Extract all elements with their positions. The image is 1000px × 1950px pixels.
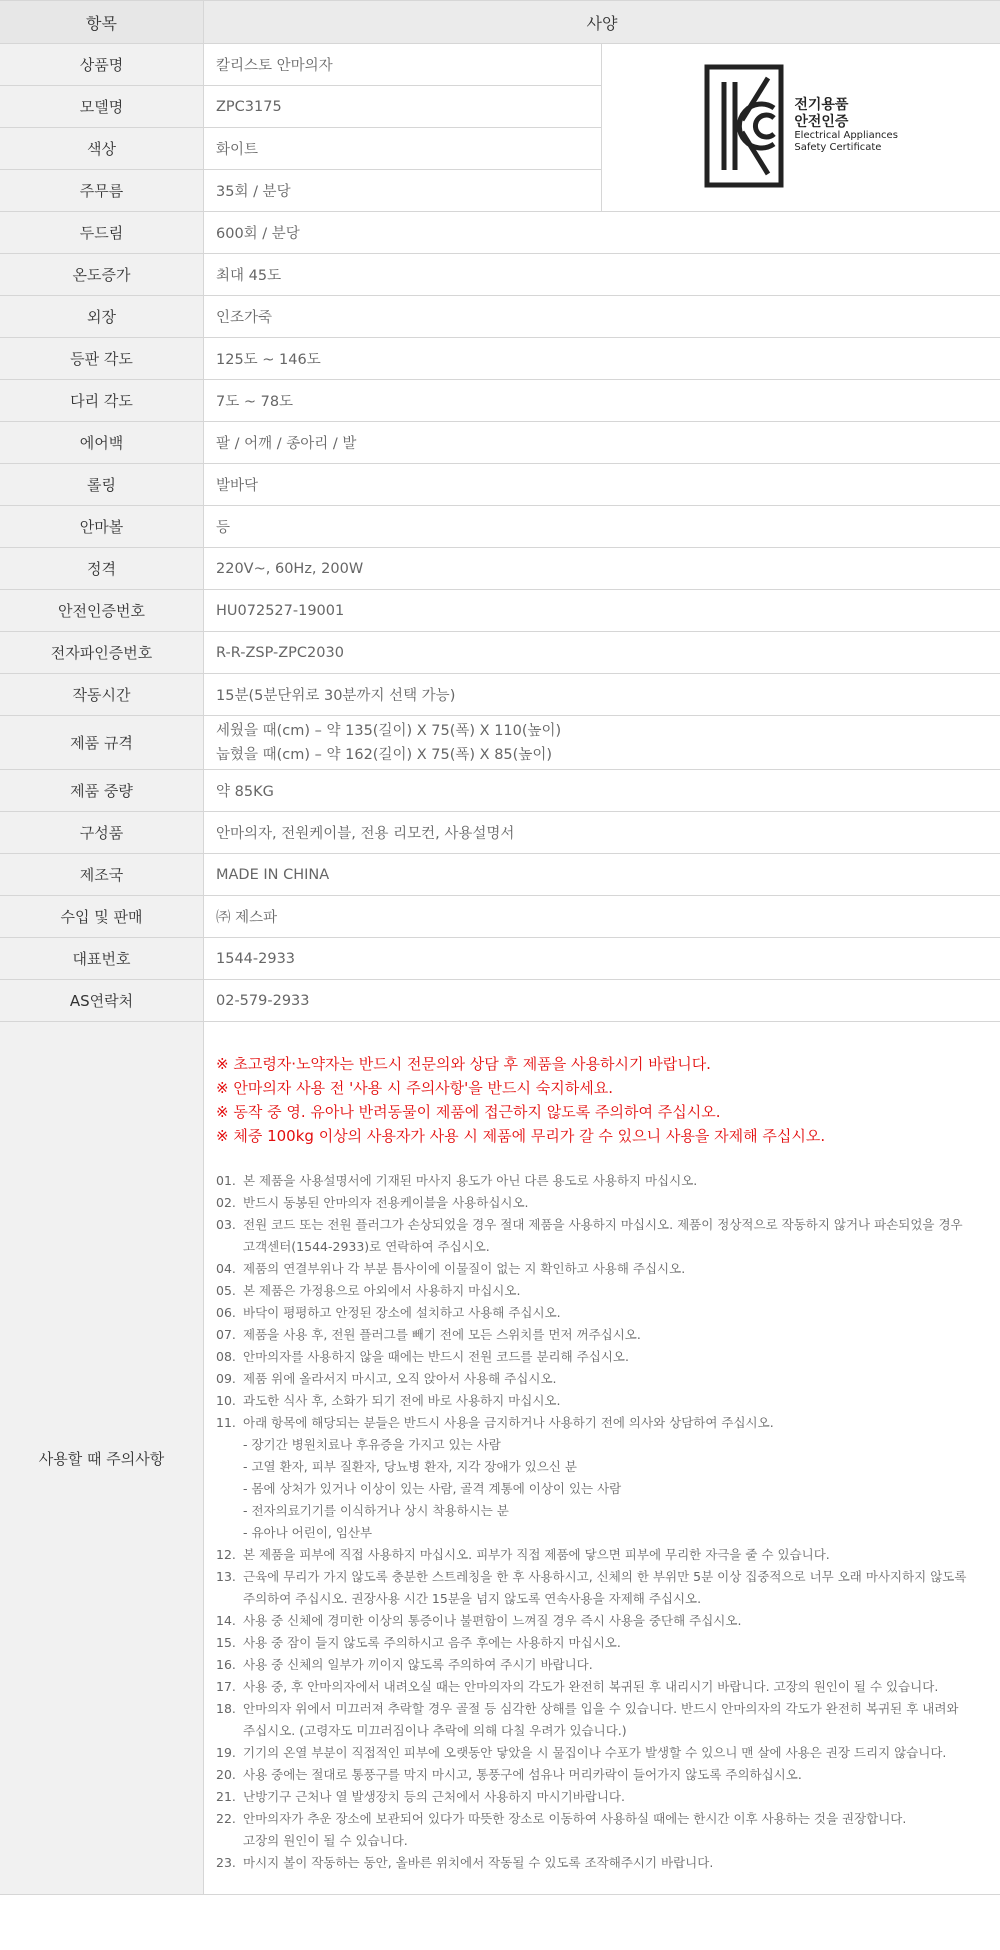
kc-mark xyxy=(704,64,898,188)
row-value: ㈜ 제스파 xyxy=(204,896,1000,938)
caution-subitem xyxy=(216,1434,1000,1456)
item-text-main: 기기의 온열 부분이 직접적인 피부에 오랫동안 닿았을 시 물집이나 수포가 발생할 수 있으니 맨 살에 사용은 권장 드리지 않습니다. xyxy=(243,1745,947,1760)
row-label: 에어백 xyxy=(0,422,204,464)
caution-item xyxy=(216,1610,1000,1632)
item-text xyxy=(243,1214,1000,1258)
caution-item xyxy=(216,1786,1000,1808)
size-standing: 세웠을 때(cm) – 약 135(길이) X 75(폭) X 110(높이) xyxy=(216,722,562,739)
size-reclined: 눕혔을 때(cm) – 약 162(길이) X 75(폭) X 85(높이) xyxy=(216,746,552,763)
item-number: 08. xyxy=(216,1349,236,1364)
item-text-main: 제품을 사용 후, 전원 플러그를 빼기 전에 모든 스위치를 먼저 꺼주십시오. xyxy=(243,1327,641,1342)
item-text xyxy=(243,1808,1000,1852)
item-text-main: 근육에 무리가 가지 않도록 충분한 스트레칭을 한 후 사용하시고, 신체의 한 부위만 5분 이상 집중적으로 너무 오래 마사지하지 않도록 xyxy=(243,1569,967,1584)
table-row xyxy=(0,854,1000,896)
item-number: 06. xyxy=(216,1305,236,1320)
item-number: 17. xyxy=(216,1679,236,1694)
item-text xyxy=(243,1302,1000,1324)
caution-item xyxy=(216,1764,1000,1786)
item-text-continued: 주십시오. (고령자도 미끄러짐이나 추락에 의해 다칠 우려가 있습니다.) xyxy=(243,1723,627,1738)
item-number: 01. xyxy=(216,1173,236,1188)
row-value: 1544-2933 xyxy=(204,938,1000,980)
item-text-main: - 장기간 병원치료나 후유증을 가지고 있는 사람 xyxy=(243,1437,501,1452)
table-row xyxy=(0,770,1000,812)
item-number: 12. xyxy=(216,1547,236,1562)
row-label: 대표번호 xyxy=(0,938,204,980)
row-value: MADE IN CHINA xyxy=(204,854,1000,896)
item-text-main: 전원 코드 또는 전원 플러그가 손상되었을 경우 절대 제품을 사용하지 마십시오. 제품이 정상적으로 작동하지 않거나 파손되었을 경우 xyxy=(243,1217,963,1232)
item-text xyxy=(243,1368,1000,1390)
caution-row xyxy=(0,1022,1000,1895)
kc-ko-line2: 안전인증 xyxy=(794,113,849,130)
row-value: 02-579-2933 xyxy=(204,980,1000,1022)
caution-item xyxy=(216,1632,1000,1654)
row-label: 상품명 xyxy=(0,44,204,86)
row-value: 칼리스토 안마의자 xyxy=(204,44,602,86)
caution-item xyxy=(216,1368,1000,1390)
item-text-main: 본 제품을 사용설명서에 기재된 마사지 용도가 아닌 다른 용도로 사용하지 마십시오. xyxy=(243,1173,698,1188)
kc-certification xyxy=(602,44,1000,212)
row-value: 인조가죽 xyxy=(204,296,1000,338)
table-row xyxy=(0,980,1000,1022)
row-label: 외장 xyxy=(0,296,204,338)
warning-text: ※ 체중 100kg 이상의 사용자가 사용 시 제품에 무리가 갈 수 있으니 사용을 자제해 주십시오. xyxy=(216,1127,826,1145)
caution-notes xyxy=(216,1170,1000,1874)
table-row xyxy=(0,716,1000,770)
row-label: 롤링 xyxy=(0,464,204,506)
item-text xyxy=(243,1390,1000,1412)
item-number: 23. xyxy=(216,1855,236,1870)
item-text xyxy=(243,1258,1000,1280)
item-text-main: 안마의자를 사용하지 않을 때에는 반드시 전원 코드를 분리해 주십시오. xyxy=(243,1349,629,1364)
item-number: 13. xyxy=(216,1569,236,1584)
item-text-main: 본 제품은 가정용으로 아외에서 사용하지 마십시오. xyxy=(243,1283,521,1298)
item-text xyxy=(216,1478,1000,1500)
table-row xyxy=(0,896,1000,938)
table-row xyxy=(0,938,1000,980)
item-text-main: 제품의 연결부위나 각 부분 틈사이에 이물질이 없는 지 확인하고 사용해 주십시오. xyxy=(243,1261,686,1276)
row-label: 등판 각도 xyxy=(0,338,204,380)
kc-en-line1: Electrical Appliances xyxy=(794,130,898,142)
row-value: 등 xyxy=(204,506,1000,548)
row-label: 제품 규격 xyxy=(0,716,204,770)
caution-item xyxy=(216,1258,1000,1280)
caution-subitem xyxy=(216,1500,1000,1522)
warning-text: ※ 동작 중 영. 유아나 반려동물이 제품에 접근하지 않도록 주의하여 주십시오. xyxy=(216,1103,721,1121)
row-value: ZPC3175 xyxy=(204,86,602,128)
item-number: 22. xyxy=(216,1811,236,1826)
kc-en-line2: Safety Certificate xyxy=(794,142,882,154)
row-label: 다리 각도 xyxy=(0,380,204,422)
header-item: 항목 xyxy=(0,1,204,44)
caution-item xyxy=(216,1676,1000,1698)
table-row xyxy=(0,632,1000,674)
caution-item xyxy=(216,1808,1000,1852)
row-value: 125도 ~ 146도 xyxy=(204,338,1000,380)
row-value: 화이트 xyxy=(204,128,602,170)
item-text-main: 과도한 식사 후, 소화가 되기 전에 바로 사용하지 마십시오. xyxy=(243,1393,561,1408)
caution-item xyxy=(216,1698,1000,1742)
item-number: 21. xyxy=(216,1789,236,1804)
item-text-main: - 전자의료기기를 이식하거나 상시 착용하시는 분 xyxy=(243,1503,509,1518)
row-label: 주무름 xyxy=(0,170,204,212)
item-text xyxy=(243,1676,1000,1698)
item-number: 18. xyxy=(216,1701,236,1716)
row-label: 정격 xyxy=(0,548,204,590)
row-value: 발바닥 xyxy=(204,464,1000,506)
item-text-main: 반드시 동봉된 안마의자 전용케이블을 사용하십시오. xyxy=(243,1195,529,1210)
item-text-main: 사용 중 신체의 일부가 끼이지 않도록 주의하여 주시기 바랍니다. xyxy=(243,1657,593,1672)
item-number: 11. xyxy=(216,1415,236,1430)
row-value: 600회 / 분당 xyxy=(204,212,1000,254)
row-value: 35회 / 분당 xyxy=(204,170,602,212)
row-label: 제조국 xyxy=(0,854,204,896)
item-text xyxy=(216,1456,1000,1478)
row-label: 온도증가 xyxy=(0,254,204,296)
item-text xyxy=(243,1852,1000,1874)
caution-item xyxy=(216,1280,1000,1302)
table-row xyxy=(0,254,1000,296)
caution-item xyxy=(216,1566,1000,1610)
row-label: 전자파인증번호 xyxy=(0,632,204,674)
table-row xyxy=(0,548,1000,590)
table-row xyxy=(0,422,1000,464)
item-text xyxy=(243,1764,1000,1786)
row-value: 안마의자, 전원케이블, 전용 리모컨, 사용설명서 xyxy=(204,812,1000,854)
table-row xyxy=(0,296,1000,338)
item-text-continued: 주의하여 주십시오. 권장사용 시간 15분을 넘지 않도록 연속사용을 자제해 주십시오. xyxy=(243,1591,702,1606)
table-row xyxy=(0,812,1000,854)
item-number: 07. xyxy=(216,1327,236,1342)
table-row xyxy=(0,338,1000,380)
table-row xyxy=(0,380,1000,422)
kc-ko-line1: 전기용품 xyxy=(794,96,849,113)
item-number: 15. xyxy=(216,1635,236,1650)
item-number: 16. xyxy=(216,1657,236,1672)
table-row xyxy=(0,44,1000,86)
caution-subitem xyxy=(216,1456,1000,1478)
item-number: 09. xyxy=(216,1371,236,1386)
item-number: 02. xyxy=(216,1195,236,1210)
item-number: 10. xyxy=(216,1393,236,1408)
caution-item xyxy=(216,1302,1000,1324)
caution-item xyxy=(216,1852,1000,1874)
caution-label: 사용할 때 주의사항 xyxy=(0,1022,204,1895)
header-spec: 사양 xyxy=(204,1,1000,44)
caution-item xyxy=(216,1390,1000,1412)
caution-item xyxy=(216,1192,1000,1214)
row-label: AS연락처 xyxy=(0,980,204,1022)
caution-item xyxy=(216,1412,1000,1434)
item-text-main: 안마의자 위에서 미끄러져 추락할 경우 골절 등 심각한 상해를 입을 수 있습니다. 반드시 안마의자의 각도가 완전히 복귀된 후 내려와 xyxy=(243,1701,959,1716)
item-text xyxy=(243,1324,1000,1346)
caution-item xyxy=(216,1324,1000,1346)
item-text xyxy=(243,1280,1000,1302)
row-label: 색상 xyxy=(0,128,204,170)
kc-logo-icon xyxy=(704,64,784,188)
row-value: HU072527-19001 xyxy=(204,590,1000,632)
warning-list xyxy=(216,1052,1000,1148)
item-text-main: 안마의자가 추운 장소에 보관되어 있다가 따뜻한 장소로 이동하여 사용하실 때에는 한시간 이후 사용하는 것을 권장합니다. xyxy=(243,1811,907,1826)
item-text xyxy=(216,1500,1000,1522)
row-label: 구성품 xyxy=(0,812,204,854)
row-value: 팔 / 어깨 / 종아리 / 발 xyxy=(204,422,1000,464)
item-text-main: 사용 중, 후 안마의자에서 내려오실 때는 안마의자의 각도가 완전히 복귀된 후 내리시기 바랍니다. 고장의 원인이 될 수 있습니다. xyxy=(243,1679,939,1694)
warning-text: ※ 안마의자 사용 전 '사용 시 주의사항'을 반드시 숙지하세요. xyxy=(216,1079,614,1097)
item-number: 14. xyxy=(216,1613,236,1628)
item-text xyxy=(243,1610,1000,1632)
item-text-main: 사용 중 신체에 경미한 이상의 통증이나 불편함이 느껴질 경우 즉시 사용을 중단해 주십시오. xyxy=(243,1613,742,1628)
table-row xyxy=(0,590,1000,632)
item-text-continued: 고장의 원인이 될 수 있습니다. xyxy=(243,1833,408,1848)
caution-item xyxy=(216,1654,1000,1676)
item-text-main: - 몸에 상처가 있거나 이상이 있는 사람, 골격 계통에 이상이 있는 사람 xyxy=(243,1481,622,1496)
item-text-main: 난방기구 근처나 열 발생장치 등의 근처에서 사용하지 마시기바랍니다. xyxy=(243,1789,625,1804)
row-value xyxy=(204,716,1000,770)
caution-item xyxy=(216,1214,1000,1258)
item-text-main: 사용 중 잠이 들지 않도록 주의하시고 음주 후에는 사용하지 마십시오. xyxy=(243,1635,621,1650)
row-label: 제품 중량 xyxy=(0,770,204,812)
row-label: 모델명 xyxy=(0,86,204,128)
item-text-continued: 고객센터(1544-2933)로 연락하여 주십시오. xyxy=(243,1239,490,1254)
item-text-main: - 유아나 어린이, 임산부 xyxy=(243,1525,373,1540)
item-text-main: 사용 중에는 절대로 통풍구를 막지 마시고, 통풍구에 섬유나 머리카락이 들어가지 않도록 주의하십시오. xyxy=(243,1767,802,1782)
row-value: R-R-ZSP-ZPC2030 xyxy=(204,632,1000,674)
item-number: 20. xyxy=(216,1767,236,1782)
row-label: 작동시간 xyxy=(0,674,204,716)
item-text xyxy=(243,1192,1000,1214)
warning-text: ※ 초고령자·노약자는 반드시 전문의와 상담 후 제품을 사용하시기 바랍니다. xyxy=(216,1055,711,1073)
item-text xyxy=(243,1632,1000,1654)
item-text xyxy=(243,1346,1000,1368)
table-row xyxy=(0,506,1000,548)
caution-item xyxy=(216,1346,1000,1368)
item-text xyxy=(243,1786,1000,1808)
item-number: 04. xyxy=(216,1261,236,1276)
item-text xyxy=(243,1412,1000,1434)
item-text xyxy=(243,1170,1000,1192)
row-label: 두드림 xyxy=(0,212,204,254)
item-text xyxy=(216,1522,1000,1544)
table-row xyxy=(0,212,1000,254)
row-label: 수입 및 판매 xyxy=(0,896,204,938)
item-number: 19. xyxy=(216,1745,236,1760)
item-text xyxy=(243,1654,1000,1676)
row-value: 약 85KG xyxy=(204,770,1000,812)
row-value: 최대 45도 xyxy=(204,254,1000,296)
item-text-main: 아래 항목에 해당되는 분들은 반드시 사용을 금지하거나 사용하기 전에 의사와 상담하여 주십시오. xyxy=(243,1415,774,1430)
item-text xyxy=(243,1544,1000,1566)
item-number: 05. xyxy=(216,1283,236,1298)
caution-item xyxy=(216,1170,1000,1192)
item-text-main: 제품 위에 올라서지 마시고, 오직 앉아서 사용해 주십시오. xyxy=(243,1371,557,1386)
table-row xyxy=(0,464,1000,506)
caution-subitem xyxy=(216,1522,1000,1544)
caution-item xyxy=(216,1544,1000,1566)
row-value: 7도 ~ 78도 xyxy=(204,380,1000,422)
row-value: 220V~, 60Hz, 200W xyxy=(204,548,1000,590)
caution-content xyxy=(204,1022,1000,1895)
item-text xyxy=(243,1566,1000,1610)
item-text-main: 본 제품을 피부에 직접 사용하지 마십시오. 피부가 직접 제품에 닿으면 피부에 무리한 자극을 줄 수 있습니다. xyxy=(243,1547,830,1562)
item-text xyxy=(243,1742,1000,1764)
item-text xyxy=(243,1698,1000,1742)
table-header xyxy=(0,1,1000,44)
row-label: 안전인증번호 xyxy=(0,590,204,632)
caution-item xyxy=(216,1742,1000,1764)
item-text-main: 바닥이 평평하고 안정된 장소에 설치하고 사용해 주십시오. xyxy=(243,1305,561,1320)
item-text-main: - 고열 환자, 피부 질환자, 당뇨병 환자, 지각 장애가 있으신 분 xyxy=(243,1459,577,1474)
table-row xyxy=(0,674,1000,716)
caution-subitem xyxy=(216,1478,1000,1500)
item-text xyxy=(216,1434,1000,1456)
item-text-main: 마시지 볼이 작동하는 동안, 올바른 위치에서 작동될 수 있도록 조작해주시기 바랍니다. xyxy=(243,1855,714,1870)
row-label: 안마볼 xyxy=(0,506,204,548)
item-number: 03. xyxy=(216,1217,236,1232)
row-value: 15분(5분단위로 30분까지 선택 가능) xyxy=(204,674,1000,716)
